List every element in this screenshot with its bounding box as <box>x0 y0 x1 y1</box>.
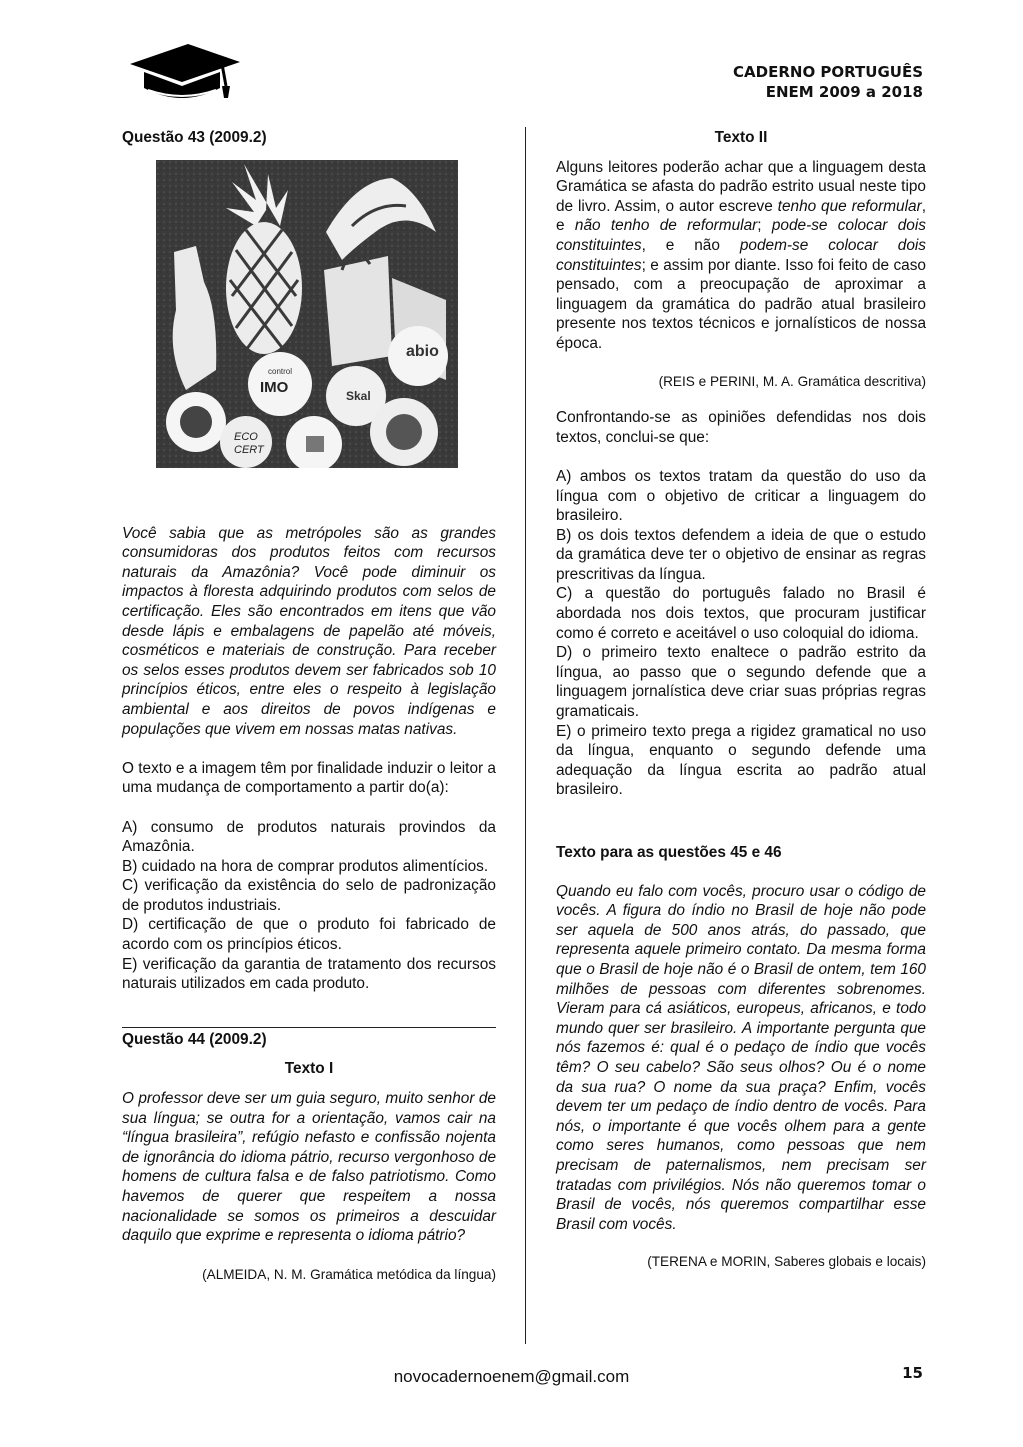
q43-option-e: E) verificação da garantia de tratamento dos recursos naturais utilizados em cada produto. <box>122 955 496 993</box>
q44-stem: Confrontando-se as opiniões defendidas nos dois textos, conclui-se que: <box>556 409 926 446</box>
texto-2-part-3: , e <box>556 197 927 235</box>
imo-control-label: control <box>268 366 293 376</box>
q45-passage-source: (TERENA e MORIN, Saberes globais e locais) <box>647 1254 926 1270</box>
texto-2-part-6: pode-se colocar dois constituintes <box>556 217 926 254</box>
texto-2-part-5: ; <box>757 217 772 235</box>
q43-stem: O texto e a imagem têm por finalidade induzir o leitor a uma mudança de comportamento a partir do(a): <box>122 759 496 797</box>
section-separator <box>122 1027 496 1028</box>
q43-option-c: C) verificação da existência do selo de padronização de produtos industriais. <box>122 877 496 914</box>
question-44-title: Questão 44 (2009.2) <box>122 1030 267 1048</box>
imo-seal-label: IMO <box>260 378 289 396</box>
document-header <box>733 62 923 102</box>
footer-email: novocadernoenem@gmail.com <box>393 1367 630 1386</box>
skal-seal-label: Skal <box>346 388 371 403</box>
texto-2-passage <box>556 158 926 354</box>
q43-option-d: D) certificação de que o produto foi fabricado de acordo com os princípios éticos. <box>122 916 496 954</box>
q44-option-e: E) o primeiro texto prega a rigidez gramatical no uso da língua, enquanto o segundo defende uma adequação da língua escrita ao padrão atual brasileiro. <box>556 722 926 799</box>
certification-seals-image <box>156 160 458 468</box>
texto-2-part-9: ; e assim por diante. Isso foi feito de caso pensado, com a preocupação de aproximar a linguagem da gramática do padrão atual brasileiro presente nos textos técnicos e jornalísticos de nossa época. <box>556 256 926 352</box>
texto-1-source: (ALMEIDA, N. M. Gramática metódica da língua) <box>202 1266 496 1282</box>
q45-passage: Quando eu falo com vocês, procuro usar o código de vocês. A figura do índio no Brasil de hoje não pode ser aquela de 500 anos atrás, do passado, que representa aquele primeiro contato. Da mesma forma que o Brasil de hoje não é o Brasil de ontem, tem 160 milhões de pessoas com diferentes sobrenomes. Vieram para cá asiáticos, europeus, africanos, e todo mundo quer ser brasileiro. A importante pergunta que nós fazemos é: qual é o pedaço de índio que vocês têm? O seu cabelo? São seus olhos? Ou é o nome da sua rua? O nome da sua praça? Enfim, vocês devem ter um pedaço de índio dentro de vocês. Para nós, o importante é que vocês olhem para a gente como seres humanos, como pessoas que nem precisam de paternalismos, nem precisam ser tratadas com privilégios. Nós não queremos tomar o Brasil de vocês, nós queremos compartilhar esse Brasil com vocês. <box>556 882 926 1233</box>
q44-option-c: C) a questão do português falado no Brasil é abordada nos dois textos, que procuram justificar como é correto e aceitável o uso coloquial do idioma. <box>556 585 926 642</box>
texto-2-title: Texto II <box>714 129 768 146</box>
question-43-title: Questão 43 (2009.2) <box>122 129 267 146</box>
texto-2-part-1: Alguns leitores poderão achar que a linguagem desta Gramática se afasta do padrão estrito usual neste tipo de livro. Assim, o autor escreve <box>556 158 926 215</box>
left-column <box>122 124 496 1284</box>
header-title: CADERNO PORTUGUÊS <box>733 63 923 81</box>
column-divider <box>525 127 526 1344</box>
q43-option-a: A) consumo de produtos naturais provindos da Amazônia. <box>122 818 496 856</box>
texto-2-part-8: podem-se colocar dois constituintes <box>556 236 926 274</box>
texto-2-part-4: não tenho de reformular <box>574 217 758 235</box>
texto-2-part-2: tenho que reformular <box>777 197 922 215</box>
texto-1-passage: O professor deve ser um guia seguro, muito senhor de sua língua; se outra for a orientação, vamos cair na “língua brasileira”, refúgio nefasto e confissão nojenta de ignorância do idioma pátrio, recurso vergonhoso de homens de cultura falsa e de falso patriotismo. Como havemos de querer que respeitem a nossa nacionalidade se somos os primeiros a descuidar daquilo que exprime e representa o idioma pátrio? <box>122 1090 496 1245</box>
abio-seal-label: abio <box>406 342 439 360</box>
header-subtitle: ENEM 2009 a 2018 <box>765 83 923 101</box>
q44-option-b: B) os dois textos defendem a ideia de que o estudo da gramática deve ter o objetivo de ensinar as regras prescritivas da língua. <box>556 526 926 583</box>
q44-option-a: A) ambos os textos tratam da questão do uso da língua com o objetivo de criticar a linguagem do brasileiro. <box>556 467 926 525</box>
page-number: 15 <box>902 1364 923 1382</box>
texto-1-title: Texto I <box>284 1060 334 1078</box>
texto-2-source: (REIS e PERINI, M. A. Gramática descritiva) <box>658 373 926 389</box>
q43-option-b: B) cuidado na hora de comprar produtos alimentícios. <box>122 857 489 875</box>
q44-options <box>556 467 926 800</box>
q44-option-d: D) o primeiro texto enaltece o padrão estrito da língua, ao passo que o segundo defende que a linguagem jornalística deve criar suas próprias regras gramaticais. <box>556 644 926 721</box>
right-column <box>556 124 926 1272</box>
ecocert-label-1: ECO <box>234 430 258 443</box>
ecocert-label-2: CERT <box>234 443 264 456</box>
texto-2-part-7: , e não <box>641 236 740 254</box>
graduation-cap-icon <box>122 42 242 108</box>
q43-options <box>122 818 496 994</box>
q43-passage: Você sabia que as metrópoles são as grandes consumidoras dos produtos feitos com recursos naturais da Amazônia? Você pode diminuir os impactos à floresta adquirindo produtos com selos de certificação. Eles são encontrados em itens que vão desde lápis e embalagens de papelão até móveis, cosméticos e materiais de construção. Para receber os selos esses produtos devem ser fabricados sob 10 princípios éticos, entre eles o respeito à legislação ambiental e aos direitos de povos indígenas e populações que vivem em nossas matas nativas. <box>122 524 496 738</box>
question-45-46-title: Texto para as questões 45 e 46 <box>556 844 782 861</box>
